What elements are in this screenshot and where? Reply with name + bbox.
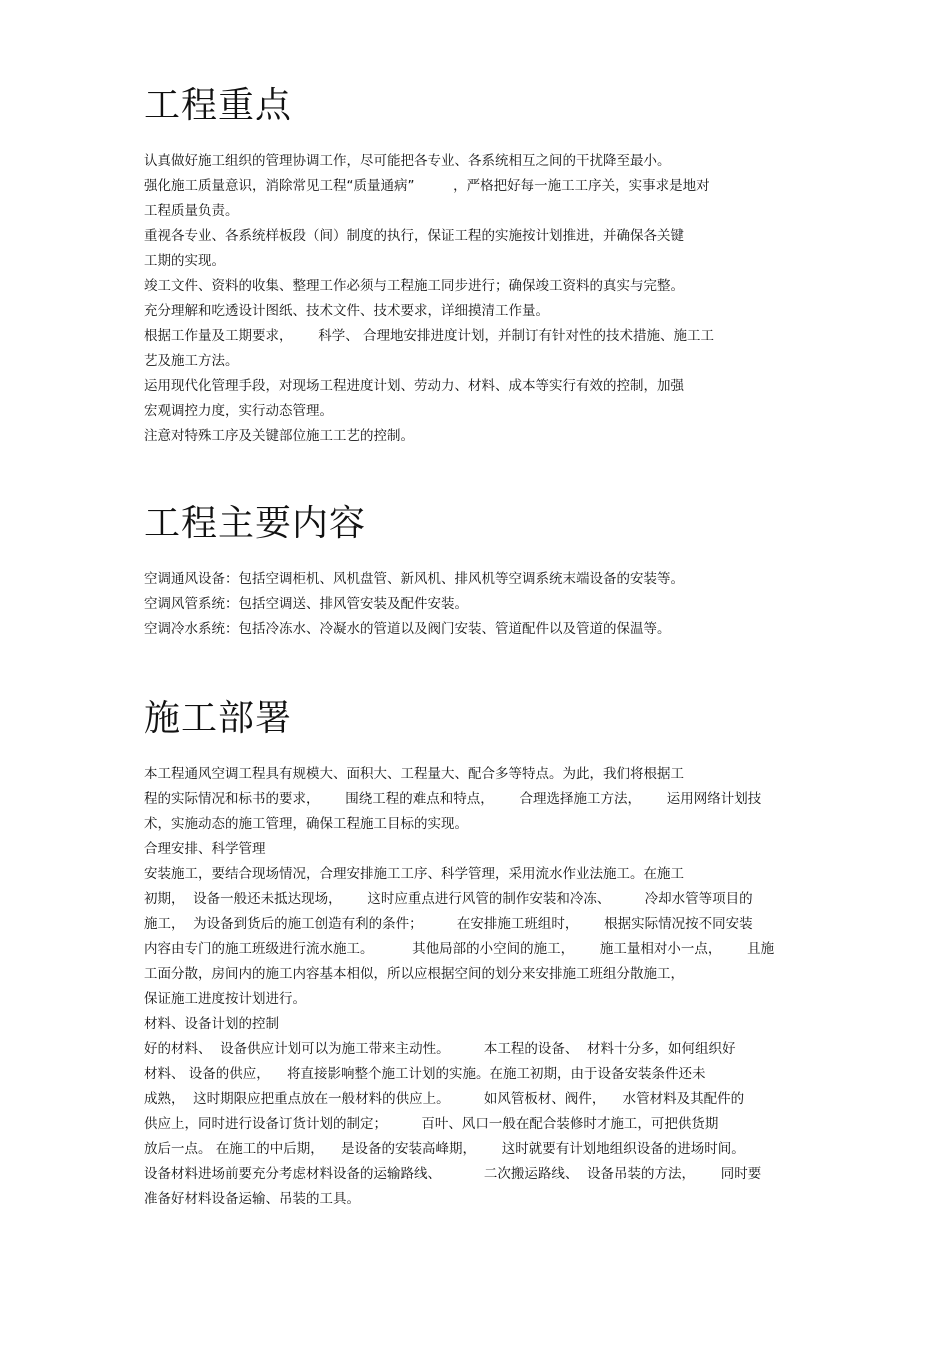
text-line: 程的实际情况和标书的要求， 围绕工程的难点和特点， 合理选择施工方法， 运用网络计划技 <box>144 791 762 807</box>
text-line: 运用现代化管理手段，对现场工程进度计划、劳动力、材料、成本等实行有效的控制，加强 <box>144 378 684 394</box>
text-line: 宏观调控力度，实行动态管理。 <box>144 403 333 419</box>
text-line: 空调风管系统：包括空调送、排风管安装及配件安装。 <box>144 596 468 612</box>
section-body <box>144 149 824 449</box>
section-construction-deployment <box>144 697 824 1212</box>
text-line: 设备材料进场前要充分考虑材料设备的运输路线、 二次搬运路线、 设备吊装的方法， 同时要 <box>144 1166 762 1182</box>
text-line: 本工程通风空调工程具有规模大、面积大、工程量大、配合多等特点。为此，我们将根据工 <box>144 766 684 782</box>
text-line: 准备好材料设备运输、吊装的工具。 <box>144 1191 360 1207</box>
section-body <box>144 567 824 642</box>
section-heading: 工程主要内容 <box>144 503 367 544</box>
text-line: 内容由专门的施工班级进行流水施工。 其他局部的小空间的施工， 施工量相对小一点， 且施 <box>144 941 775 957</box>
section-heading: 施工部署 <box>144 698 293 739</box>
text-line: 成熟， 这时期限应把重点放在一般材料的供应上。 如风管板材、阀件， 水管材料及其配件的 <box>144 1091 745 1107</box>
text-line: 材料、 设备的供应， 将直接影响整个施工计划的实施。在施工初期，由于设备安装条件还未 <box>144 1066 706 1082</box>
section-body <box>144 762 824 1212</box>
text-line: 保证施工进度按计划进行。 <box>144 991 306 1007</box>
text-line: 好的材料、 设备供应计划可以为施工带来主动性。 本工程的设备、 材料十分多，如何组织好 <box>144 1041 736 1057</box>
text-line: 工面分散，房间内的施工内容基本相似，所以应根据空间的划分来安排施工班组分散施工， <box>144 966 684 982</box>
text-line: 艺及施工方法。 <box>144 353 239 369</box>
section-heading: 工程重点 <box>144 85 293 126</box>
text-line: 空调冷水系统：包括冷冻水、冷凝水的管道以及阀门安装、管道配件以及管道的保温等。 <box>144 621 671 637</box>
text-line: 放后一点。 在施工的中后期， 是设备的安装高峰期， 这时就要有计划地组织设备的进场时间。 <box>144 1141 745 1157</box>
section-main-content <box>144 502 824 642</box>
text-line: 竣工文件、资料的收集、整理工作必须与工程施工同步进行；确保竣工资料的真实与完整。 <box>144 278 684 294</box>
text-line: 认真做好施工组织的管理协调工作，尽可能把各专业、各系统相互之间的干扰降至最小。 <box>144 153 671 169</box>
text-line: 根据工作量及工期要求， 科学、 合理地安排进度计划，并制订有针对性的技术措施、施工工 <box>144 328 715 344</box>
text-line: 充分理解和吃透设计图纸、技术文件、技术要求，详细摸清工作量。 <box>144 303 549 319</box>
text-line: 空调通风设备：包括空调柜机、风机盘管、新风机、排风机等空调系统末端设备的安装等。 <box>144 571 684 587</box>
text-line: 安装施工，要结合现场情况，合理安排施工工序、科学管理，采用流水作业法施工。在施工 <box>144 866 684 882</box>
text-line: 重视各专业、各系统样板段（间）制度的执行，保证工程的实施按计划推进，并确保各关键 <box>144 228 684 244</box>
text-line: 强化施工质量意识，消除常见工程“质量通病” ，严格把好每一施工工序关，实事求是地对 <box>144 178 710 194</box>
text-line: 术，实施动态的施工管理，确保工程施工目标的实现。 <box>144 816 468 832</box>
text-line: 工期的实现。 <box>144 253 225 269</box>
text-line: 注意对特殊工序及关键部位施工工艺的控制。 <box>144 428 414 444</box>
text-line: 施工， 为设备到货后的施工创造有利的条件； 在安排施工班组时， 根据实际情况按不同安装 <box>144 916 753 932</box>
section-key-points <box>144 84 824 449</box>
subheading-line: 合理安排、科学管理 <box>144 841 266 857</box>
text-line: 初期， 设备一般还未抵达现场， 这时应重点进行风管的制作安装和冷冻、 冷却水管等项目的 <box>144 891 753 907</box>
text-line: 工程质量负责。 <box>144 203 239 219</box>
subheading-line: 材料、设备计划的控制 <box>144 1016 279 1032</box>
text-line: 供应上，同时进行设备订货计划的制定； 百叶、风口一般在配合装修时才施工，可把供货期 <box>144 1116 719 1132</box>
